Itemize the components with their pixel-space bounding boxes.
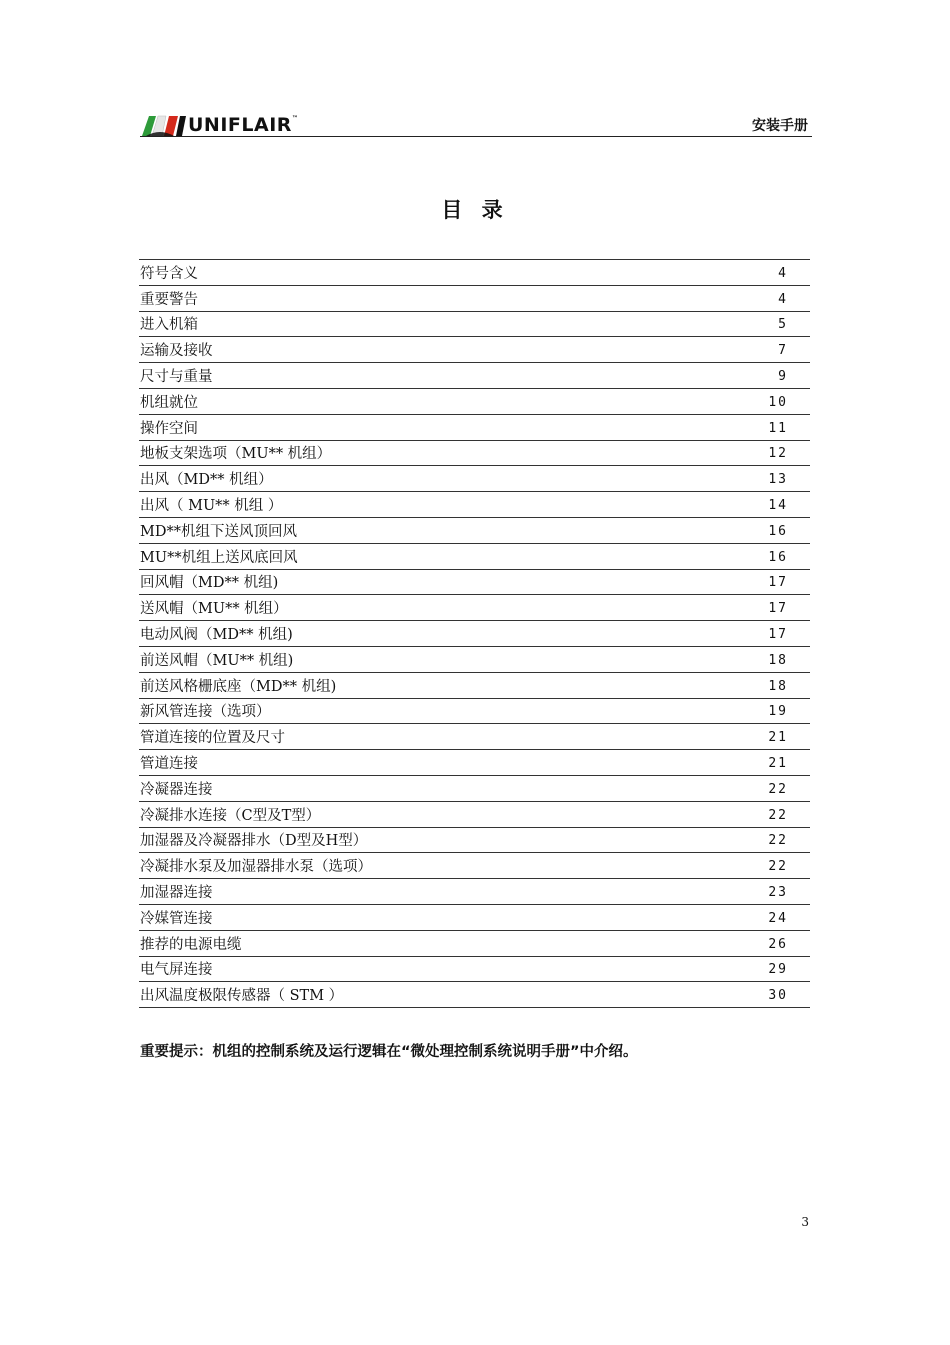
toc-entry-label: 管道连接的位置及尺寸 [140,730,285,747]
toc-entry-label: 电气屏连接 [140,962,213,979]
toc-entry-label: 操作空间 [140,420,198,437]
toc-entry-label: 运输及接收 [140,343,213,360]
toc-entry-page: 24 [768,910,788,926]
toc-entry[interactable] [139,750,810,776]
page-number: 3 [801,1215,809,1229]
toc-entry[interactable] [139,647,810,673]
toc-entry-label: 重要警告 [140,291,198,308]
toc-entry-label: 新风管连接（选项） [140,704,271,721]
toc-entry-label: MD**机组下送风顶回风 [140,523,297,540]
toc-entry-page: 21 [768,730,788,746]
toc-entry[interactable] [139,466,810,492]
uniflair-logo [140,110,298,136]
toc-entry-label: 出风温度极限传感器（ STM ） [140,988,344,1005]
toc-entry-label: 送风帽（MU** 机组） [140,601,288,618]
toc-entry[interactable] [139,363,810,389]
toc-entry[interactable] [139,544,810,570]
toc-entry[interactable] [139,518,810,544]
toc-entry-page: 18 [768,678,788,694]
toc-entry-page: 4 [778,265,788,281]
toc-entry-label: 冷媒管连接 [140,910,213,927]
uniflair-logo-icon [140,110,186,136]
toc-entry-label: 冷凝排水泵及加湿器排水泵（选项） [140,859,372,876]
toc-entry[interactable] [139,828,810,854]
toc-entry[interactable] [139,802,810,828]
toc-entry-label: 地板支架选项（MU** 机组） [140,446,332,463]
toc-entry-page: 7 [778,343,788,359]
toc-entry-page: 22 [768,807,788,823]
toc-entry-label: 进入机箱 [140,317,198,334]
toc-entry[interactable] [139,595,810,621]
toc-entry-label: 电动风阀（MD** 机组) [140,626,293,643]
toc-entry-label: 前送风帽（MU** 机组) [140,652,294,669]
toc-entry[interactable] [139,776,810,802]
toc-entry[interactable] [139,441,810,467]
toc-entry-page: 17 [768,626,788,642]
toc-entry-page: 13 [768,472,788,488]
toc-entry-label: 加湿器连接 [140,884,213,901]
document-title: 安装手册 [752,118,808,134]
toc-entry-page: 5 [778,317,788,333]
toc-entry-page: 29 [768,962,788,978]
toc-entry-page: 17 [768,575,788,591]
toc-entry-label: 加湿器及冷凝器排水（D型及H型） [140,833,368,850]
toc-entry[interactable] [139,312,810,338]
toc-entry[interactable] [139,415,810,441]
toc-entry-page: 30 [768,988,788,1004]
toc-entry-page: 12 [768,446,788,462]
toc-entry[interactable] [139,337,810,363]
important-note: 重要提示：机组的控制系统及运行逻辑在“微处理控制系统说明手册”中介绍。 [140,1044,638,1060]
toc-entry-page: 18 [768,652,788,668]
page-header [140,108,812,137]
toc-entry-page: 17 [768,601,788,617]
toc-entry-label: 管道连接 [140,755,198,772]
toc-entry[interactable] [139,905,810,931]
toc-entry-page: 19 [768,704,788,720]
toc-entry-label: MU**机组上送风底回风 [140,549,298,566]
toc-entry-label: 出风（ MU** 机组 ） [140,497,283,514]
toc-entry-page: 10 [768,394,788,410]
toc-entry-page: 22 [768,859,788,875]
toc-entry-label: 回风帽（MD** 机组) [140,575,279,592]
toc-entry-page: 4 [778,291,788,307]
toc-entry[interactable] [139,724,810,750]
toc-entry[interactable] [139,260,810,286]
toc-entry[interactable] [139,982,810,1008]
toc-entry-label: 出风（MD** 机组） [140,472,273,489]
toc-entry[interactable] [139,389,810,415]
toc-entry-page: 11 [768,420,788,436]
toc-entry-page: 22 [768,781,788,797]
toc-entry-page: 14 [768,497,788,513]
toc-entry-label: 机组就位 [140,394,198,411]
toc-heading: 目 录 [441,198,509,222]
toc-entry-label: 冷凝器连接 [140,781,213,798]
toc-entry[interactable] [139,621,810,647]
toc-entry-label: 前送风格栅底座（MD** 机组) [140,678,337,695]
toc-entry-label: 推荐的电源电缆 [140,936,242,953]
toc-entry-label: 冷凝排水连接（C型及T型） [140,807,321,824]
toc-entry-page: 23 [768,884,788,900]
table-of-contents [139,259,810,1008]
toc-entry[interactable] [139,673,810,699]
toc-entry-page: 22 [768,833,788,849]
toc-entry[interactable] [139,699,810,725]
toc-entry-page: 16 [768,523,788,539]
toc-entry[interactable] [139,853,810,879]
toc-entry[interactable] [139,879,810,905]
toc-entry-page: 9 [778,368,788,384]
toc-entry-label: 尺寸与重量 [140,368,213,385]
toc-entry[interactable] [139,570,810,596]
toc-entry-label: 符号含义 [140,265,198,282]
toc-entry-page: 26 [768,936,788,952]
toc-entry-page: 16 [768,549,788,565]
toc-entry[interactable] [139,492,810,518]
toc-entry-page: 21 [768,755,788,771]
toc-entry[interactable] [139,286,810,312]
toc-entry[interactable] [139,931,810,957]
toc-entry[interactable] [139,957,810,983]
brand-name: UNIFLAIR™ [188,114,299,136]
